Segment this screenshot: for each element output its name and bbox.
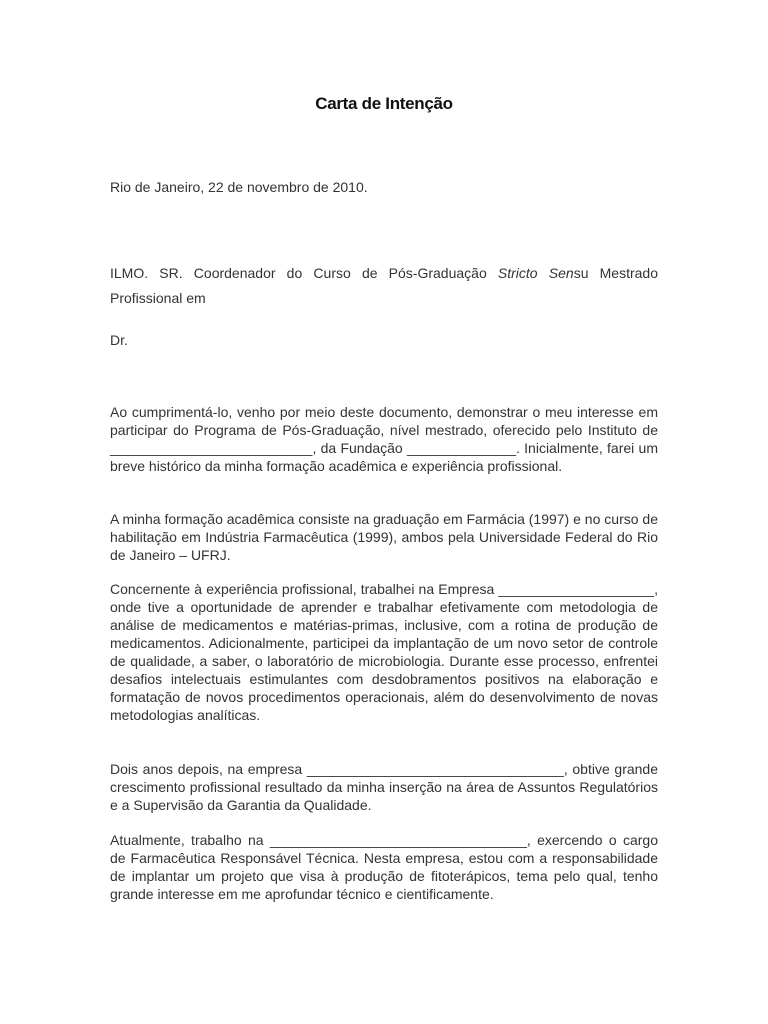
paragraph-intro: Ao cumprimentá-lo, venho por meio deste documento, demonstrar o meu interesse em participar do Programa de Pós-Graduação, nível mestrado, oferecido pelo Instituto de __________________________, da Fundação ______________. Inicialmente, farei um breve histórico da minha formação acadêmica e experiência profissional.	[110, 404, 658, 474]
document-title: Carta de Intenção	[315, 94, 453, 113]
recipient-line: Dr.	[110, 332, 128, 348]
paragraph-second-company: Dois anos depois, na empresa _________________________________, obtive grande crescimento profissional resultado da minha inserção na área de Assuntos Regulatórios e a Supervisão da Garantia da Qualidade.	[110, 761, 658, 813]
addressee-line-2: Profissional em	[110, 290, 206, 306]
paragraph-experience: Concernente à experiência profissional, trabalhei na Empresa ____________________, onde tive a oportunidade de aprender e trabalhar efetivamente com metodologia de análise de medicamentos e matérias-primas, inclusive, com a rotina de produção de medicamentos. Adicionalmente, participei da implantação de um novo setor de controle de qualidade, a saber, o laboratório de microbiologia. Durante esse processo, enfrentei desafios intelectuais estimulantes com desdobramentos positivos na elaboração e formatação de novos procedimentos operacionais, além do desenvolvimento de novas metodologias analíticas.	[110, 581, 658, 723]
addressee-block	[110, 261, 658, 311]
date-line: Rio de Janeiro, 22 de novembro de 2010.	[110, 179, 368, 195]
addressee-text-italic: Stricto Sen	[497, 265, 574, 281]
addressee-text-post: su Mestrado	[573, 265, 659, 281]
addressee-text-pre: ILMO. SR. Coordenador do Curso de Pós-Graduação	[110, 265, 498, 281]
paragraph-education: A minha formação acadêmica consiste na graduação em Farmácia (1997) e no curso de habilitação em Indústria Farmacêutica (1999), ambos pela Universidade Federal do Rio de Janeiro – UFRJ.	[110, 511, 658, 563]
paragraph-current-job: Atualmente, trabalho na _________________________________, exercendo o cargo de Farmacêutica Responsável Técnica. Nesta empresa, estou com a responsabilidade de implantar um projeto que visa à produção de fitoterápicos, tema pelo qual, tenho grande interesse em me aprofundar técnico e cientificamente.	[110, 832, 658, 902]
addressee-line-1	[110, 261, 658, 286]
